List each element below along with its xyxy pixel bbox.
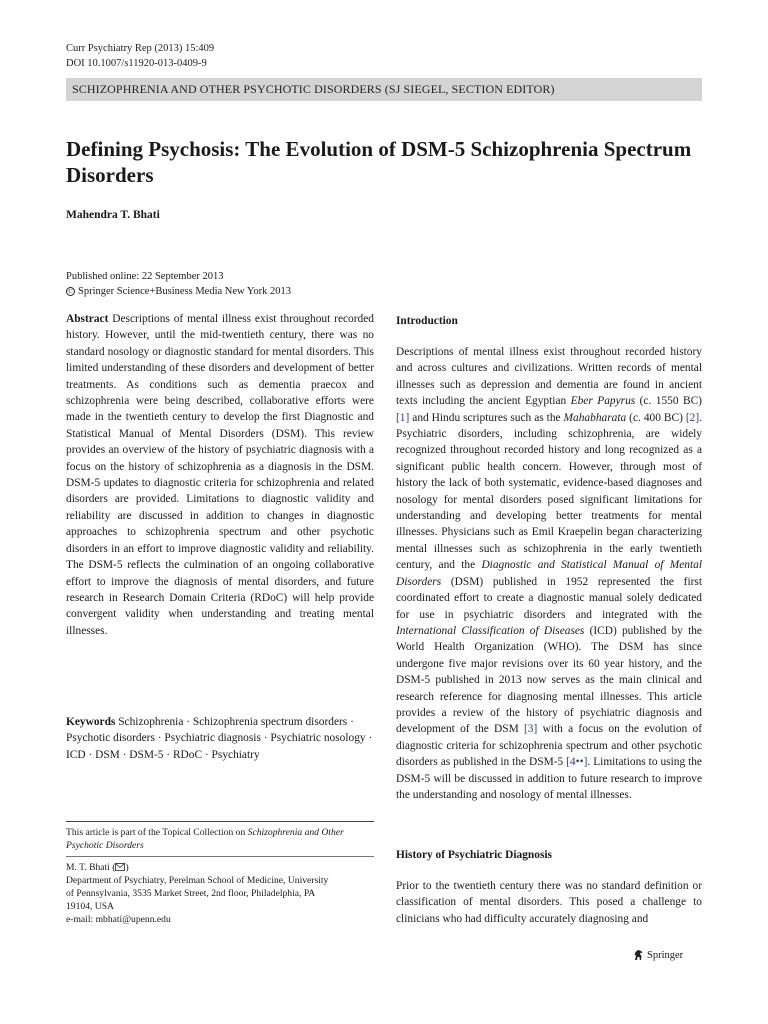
intro-text-7: (ICD) published by the World Health Organization (WHO). The DSM has since undergone five major revisions over its 60 year history, and the DSM-5 published in 2013 now serves as the main clinical and research reference for diagnosing mental illnesses. This article provides a review of the history of psychiatric diagnosis and development of the DSM bbox=[396, 624, 702, 736]
intro-text-8: with a focus on the evolution of diagnostic criteria for schizophrenia spectrum and other psychotic disorders as published in the DSM-5 bbox=[396, 723, 702, 769]
intro-text-1: Descriptions of mental illness exist throughout recorded history and across cultures and civilizations. Written records of mental illnesses such as depression and dementia are found in ancient texts including the ancient Egyptian bbox=[396, 346, 702, 408]
intro-mahabharata: Mahabharata bbox=[563, 411, 627, 424]
citation-4[interactable]: [4••] bbox=[566, 756, 588, 769]
affiliation-divider bbox=[66, 856, 374, 857]
intro-text-9: . Limitations to using the DSM-5 will be discussed in addition to future research to improve the understanding and nosology of mental illnesses. bbox=[396, 756, 702, 801]
collection-name[interactable]: Schizophrenia and Other Psychotic Disorders bbox=[66, 827, 344, 851]
envelope-icon[interactable] bbox=[115, 863, 125, 871]
keywords-label: Keywords bbox=[66, 716, 116, 728]
introduction-text bbox=[396, 344, 702, 803]
publication-info bbox=[66, 269, 291, 299]
footnote-divider bbox=[66, 821, 374, 822]
topical-collection-note bbox=[66, 826, 374, 852]
abstract-label: Abstract bbox=[66, 313, 109, 325]
citation-1[interactable]: [1] bbox=[396, 411, 410, 424]
publisher-name: Springer bbox=[647, 949, 684, 961]
springer-horse-icon bbox=[633, 949, 644, 961]
author-affiliation bbox=[66, 861, 376, 926]
affiliation-line-1: Department of Psychiatry, Perelman School of Medicine, University bbox=[66, 875, 329, 886]
collection-prefix: This article is part of the Topical Collection on bbox=[66, 827, 248, 838]
abstract-text: Descriptions of mental illness exist throughout recorded history. However, until the mid-twentieth century, there was no standard nosology or diagnostic standard for mental disorders. This limited understanding of these disorders and development of better treatments. As conditions such as dementia praecox and schizophrenia were being described, collaborative efforts were made in the twentieth century to develop the first Diagnostic and Statistical Manual of Mental Disorders (DSM). This review provides an overview of the history of psychiatric diagnosis with a focus on the history of schizophrenia as a diagnosis in the DSM. DSM-5 updates to diagnostic criteria for schizophrenia and related disorders are provided. Limitations to diagnostic validity and reliability are discussed in addition to changes in diagnostic approaches to schizophrenia spectrum and other psychotic disorders in an effort to improve diagnostic validity and reliability. The DSM-5 reflects the culmination of an ongoing collaborative effort to improve the diagnosis of mental disorders, and future research in Research Domain Criteria (RDoC) will help provide convergent validity when understanding and treating mental illnesses. bbox=[66, 313, 374, 637]
copyright-text: Springer Science+Business Media New York 2013 bbox=[78, 286, 291, 297]
abstract bbox=[66, 311, 374, 639]
abstract-section bbox=[66, 311, 374, 639]
keywords-text: Schizophrenia · Schizophrenia spectrum disorders · Psychotic disorders · Psychiatric diagnosis · Psychiatric nosology · ICD · DSM · DSM-5 · RDoC · Psychiatry bbox=[66, 716, 373, 761]
intro-text-3: and Hindu scriptures such as the bbox=[409, 411, 564, 424]
published-date: Published online: 22 September 2013 bbox=[66, 271, 224, 282]
history-text: Prior to the twentieth century there was no standard definition or classification of mental disorders. This posed a challenge to clinicians who had difficulty accurately diagnosing and bbox=[396, 880, 702, 925]
corresponding-author bbox=[66, 861, 376, 874]
copyright-icon: C bbox=[66, 287, 75, 296]
intro-text-6: (DSM) published in 1952 represented the first coordinated effort to create a diagnostic manual solely dedicated for use in psychiatric disorders and integrated with the bbox=[396, 575, 702, 621]
doi[interactable]: DOI 10.1007/s11920-013-0409-9 bbox=[66, 58, 207, 69]
intro-dsm-title: Diagnostic and Statistical Manual of Mental Disorders bbox=[396, 559, 703, 588]
publisher-logo bbox=[633, 949, 683, 961]
intro-text-2: (c. 1550 BC) bbox=[635, 395, 702, 408]
copyright-line bbox=[66, 284, 291, 299]
citation-2[interactable]: [2] bbox=[685, 411, 700, 424]
corresponding-author-name: M. T. Bhati ( bbox=[66, 862, 116, 873]
intro-eber-papyrus: Eber Papyrus bbox=[570, 395, 636, 408]
corresponding-author-close: ) bbox=[125, 862, 129, 873]
intro-text-4: (c. 400 BC) bbox=[626, 411, 686, 424]
introduction-heading: Introduction bbox=[396, 315, 458, 327]
section-banner: SCHIZOPHRENIA AND OTHER PSYCHOTIC DISORDERS (SJ SIEGEL, SECTION EDITOR) bbox=[66, 78, 702, 101]
intro-icd-title: International Classification of Diseases bbox=[396, 624, 585, 637]
journal-reference bbox=[66, 41, 214, 71]
article-title: Defining Psychosis: The Evolution of DSM-5 Schizophrenia Spectrum Disorders bbox=[66, 137, 692, 187]
journal-citation: Curr Psychiatry Rep (2013) 15:409 bbox=[66, 43, 215, 54]
history-heading: History of Psychiatric Diagnosis bbox=[396, 849, 552, 861]
keywords bbox=[66, 714, 374, 763]
affiliation-line-3: 19104, USA bbox=[66, 901, 114, 912]
affiliation-line-2: of Pennsylvania, 3535 Market Street, 2nd floor, Philadelphia, PA bbox=[66, 888, 316, 899]
author-email[interactable]: e-mail: mbhati@upenn.edu bbox=[66, 914, 171, 925]
citation-3[interactable]: [3] bbox=[524, 723, 538, 736]
author-name: Mahendra T. Bhati bbox=[66, 209, 160, 221]
intro-text-5: . Psychiatric disorders, including schizophrenia, are widely recognized throughout recorded history and long recognized as a significant public health concern. However, through most of history the lack of both systematic, evidence-based diagnoses and nosology for mental disorders posed significant limitations for understanding and developing better treatments for mental illnesses. Physicians such as Emil Kraepelin began characterizing mental illnesses such as schizophrenia in the early twentieth century, and the bbox=[396, 411, 702, 572]
